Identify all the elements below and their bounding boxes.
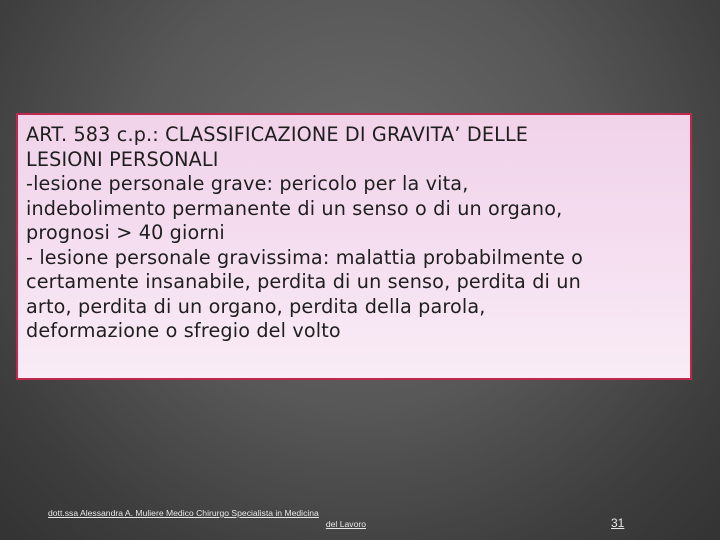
content-box [16, 113, 692, 380]
body-line: certamente insanabile, perdita di un senso, perdita di un [26, 270, 581, 293]
body-line: -lesione personale grave: pericolo per la vita, [26, 172, 469, 195]
slide-page-number[interactable]: 31 [611, 516, 625, 530]
body-line: LESIONI PERSONALI [26, 147, 219, 171]
body-line: - lesione personale gravissima: malattia probabilmente o [26, 245, 584, 269]
body-line: arto, perdita di un organo, perdita della parola, [26, 294, 486, 318]
footer-author-note[interactable] [48, 508, 366, 530]
body-line: deformazione o sfregio del volto [26, 319, 341, 342]
body-line: ART. 583 c.p.: CLASSIFICAZIONE DI GRAVITA’ DELLE [26, 123, 529, 146]
footer-line-2: del Lavoro [325, 519, 366, 529]
footer-line-1: dott.ssa Alessandra A. Muliere Medico Chirurgo Specialista in Medicina [48, 508, 319, 518]
body-text [26, 123, 682, 344]
body-line: prognosi > 40 giorni [26, 221, 225, 244]
body-line: indebolimento permanente di un senso o di un organo, [26, 196, 563, 220]
